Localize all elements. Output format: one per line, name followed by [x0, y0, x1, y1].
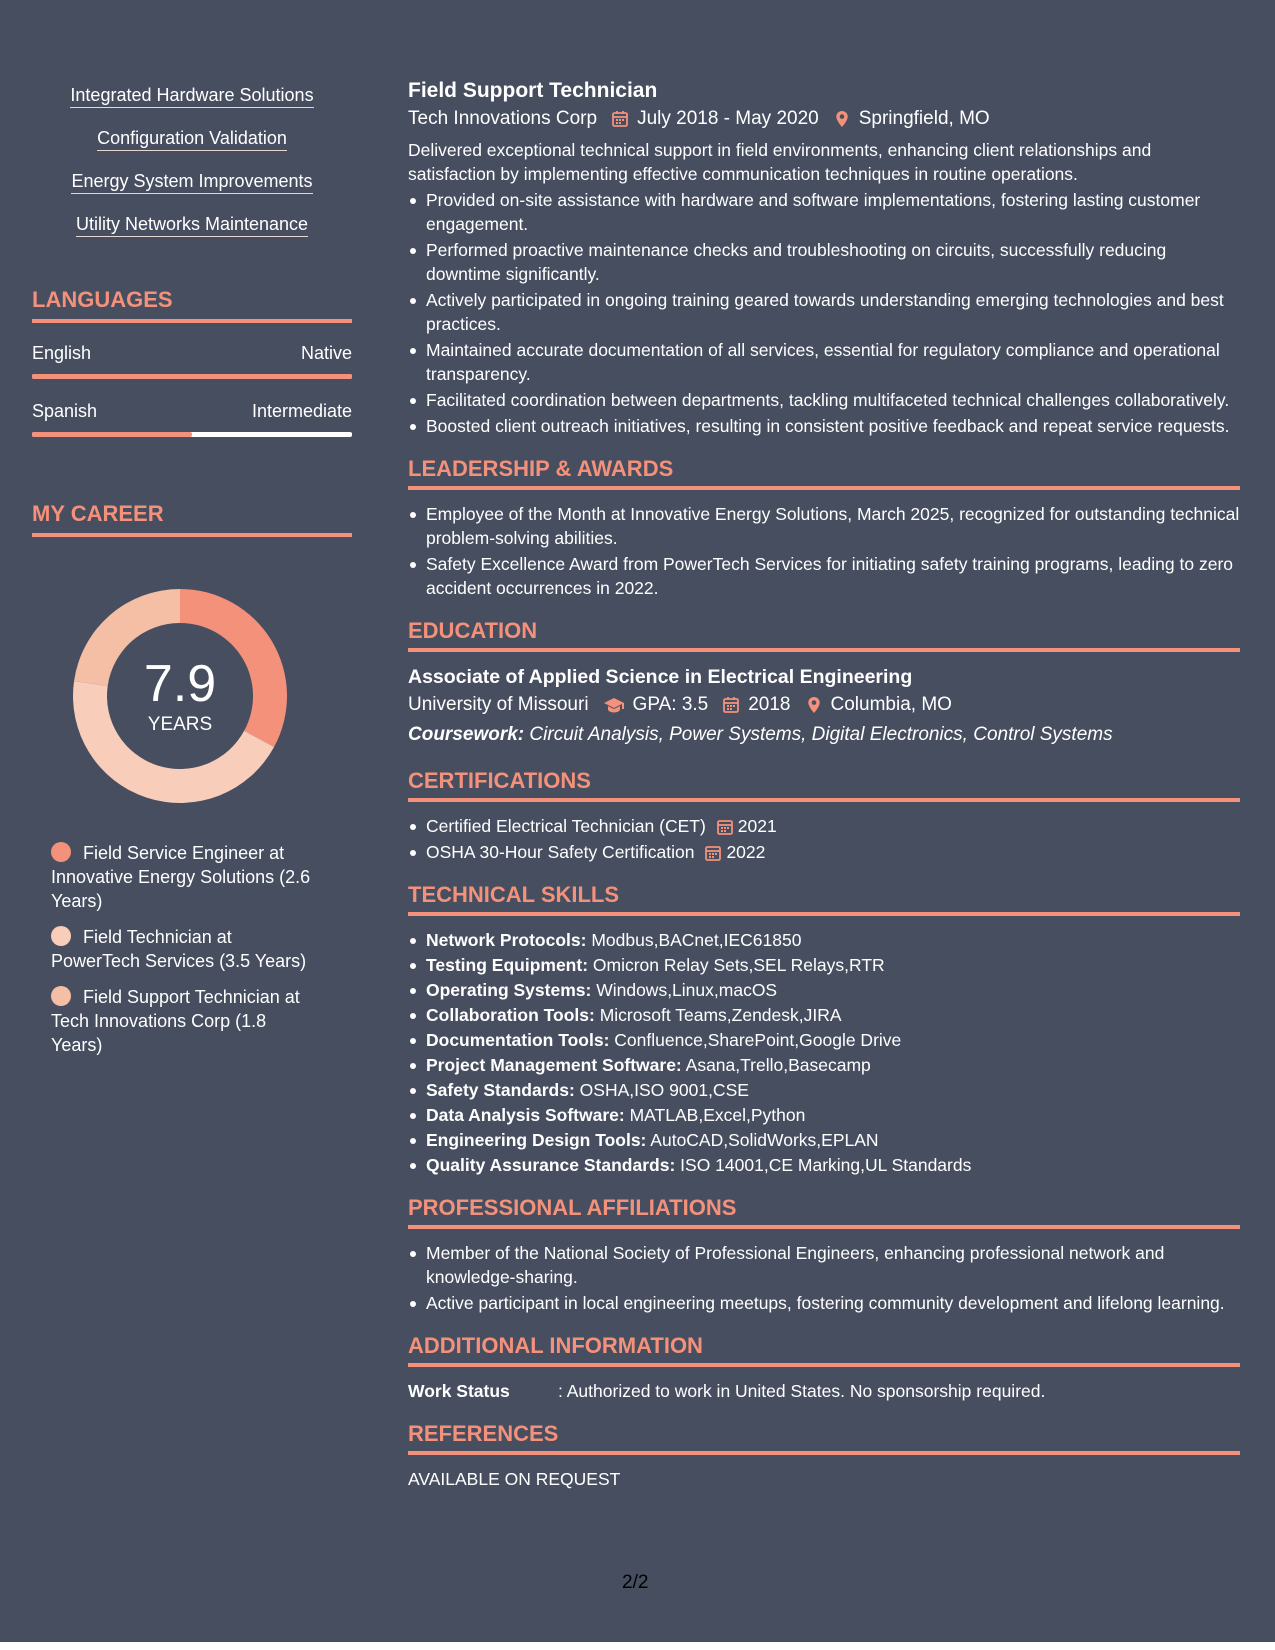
certification-name: Certified Electrical Technician (CET): [426, 816, 706, 836]
coursework-label: Coursework:: [408, 724, 525, 745]
skill-link[interactable]: Energy System Improvements: [71, 170, 312, 194]
education-meta: [408, 690, 1240, 720]
work-status-value: : Authorized to work in United States. No sponsorship required.: [558, 1381, 1046, 1401]
skill-category: Collaboration Tools:: [426, 1005, 595, 1025]
gpa: GPA: 3.5: [632, 694, 709, 715]
page-bottom-edge: [0, 1642, 1275, 1650]
career-total-unit: YEARS: [147, 714, 213, 735]
job-bullet: Provided on-site assistance with hardware and software implementations, fostering lasting customer engagement.: [408, 188, 1240, 236]
calendar-icon: [716, 816, 734, 836]
skill-values: OSHA,ISO 9001,CSE: [579, 1080, 749, 1100]
education-heading: EDUCATION: [408, 618, 1240, 652]
main-content: [408, 78, 1240, 1491]
leadership-item: Employee of the Month at Innovative Energy Solutions, March 2025, recognized for outstanding technical problem-solving abilities.: [408, 502, 1240, 550]
job-bullet: Performed proactive maintenance checks and troubleshooting on circuits, successfully reducing downtime significantly.: [408, 238, 1240, 286]
skill-values: Modbus,BACnet,IEC61850: [591, 930, 802, 950]
education-year: 2018: [748, 694, 791, 715]
skill-values: Confluence,SharePoint,Google Drive: [614, 1030, 902, 1050]
affiliation-item: Active participant in local engineering meetups, fostering community development and lifelong learning.: [408, 1291, 1240, 1315]
career-legend: [32, 841, 322, 1057]
technical-skill-item: [408, 1153, 1240, 1177]
career-legend-label: Field Support Technician at Tech Innovations Corp (1.8 Years): [51, 987, 300, 1055]
skill-category: Testing Equipment:: [426, 955, 589, 975]
skill-values: Omicron Relay Sets,SEL Relays,RTR: [592, 955, 885, 975]
job-bullet: Facilitated coordination between departments, tackling multifaceted technical challenges collaboratively.: [408, 388, 1240, 412]
references-text: AVAILABLE ON REQUEST: [408, 1469, 621, 1489]
career-legend-item: [51, 841, 322, 913]
calendar-icon: [704, 842, 722, 862]
company-name: Tech Innovations Corp: [408, 108, 598, 129]
affiliation-item: Member of the National Society of Professional Engineers, enhancing professional network and knowledge-sharing.: [408, 1241, 1240, 1289]
career-legend-label: Field Technician at PowerTech Services (3.5 Years): [51, 927, 307, 971]
technical-skill-item: [408, 1003, 1240, 1027]
location-pin-icon: [833, 104, 851, 134]
technical-skill-item: [408, 1053, 1240, 1077]
calendar-icon: [722, 690, 740, 720]
experience-entry: [408, 78, 1240, 438]
leadership-heading: LEADERSHIP & AWARDS: [408, 456, 1240, 490]
affiliations-heading: PROFESSIONAL AFFILIATIONS: [408, 1195, 1240, 1229]
language-proficiency-fill: [32, 374, 352, 379]
skill-category: Project Management Software:: [426, 1055, 682, 1075]
technical-skill-item: [408, 1128, 1240, 1152]
career-legend-item: [51, 985, 322, 1057]
skill-category: Data Analysis Software:: [426, 1105, 625, 1125]
technical-skill-item: [408, 1028, 1240, 1052]
skill-links: [32, 84, 352, 237]
school-name: University of Missouri: [408, 694, 589, 715]
certification-name: OSHA 30-Hour Safety Certification: [426, 842, 695, 862]
legend-dot-icon: [51, 926, 71, 946]
skill-link[interactable]: Configuration Validation: [97, 127, 287, 151]
calendar-icon: [611, 104, 629, 134]
skill-category: Operating Systems:: [426, 980, 592, 1000]
skill-link[interactable]: Utility Networks Maintenance: [76, 213, 308, 237]
certification-item: [408, 814, 1240, 838]
language-proficiency-fill: [32, 432, 192, 437]
language-name: Spanish: [32, 401, 98, 421]
skill-values: ISO 14001,CE Marking,UL Standards: [680, 1155, 972, 1175]
graduation-cap-icon: [603, 690, 625, 720]
job-bullet: Boosted client outreach initiatives, resulting in consistent positive feedback and repeat service requests.: [408, 414, 1240, 438]
additional-info-heading: ADDITIONAL INFORMATION: [408, 1333, 1240, 1367]
job-location: Springfield, MO: [858, 108, 990, 129]
education-location: Columbia, MO: [830, 694, 952, 715]
job-dates: July 2018 - May 2020: [637, 108, 819, 129]
job-meta: [408, 104, 1240, 134]
language-proficiency-bar: [32, 432, 352, 437]
career-legend-label: Field Service Engineer at Innovative Energy Solutions (2.6 Years): [51, 843, 311, 911]
skill-values: Microsoft Teams,Zendesk,JIRA: [599, 1005, 842, 1025]
certification-item: [408, 840, 1240, 864]
technical-skill-item: [408, 953, 1240, 977]
job-bullet: Maintained accurate documentation of all services, essential for regulatory compliance and operational transparency.: [408, 338, 1240, 386]
degree-title: Associate of Applied Science in Electrical Engineering: [408, 666, 913, 688]
certifications-list: [408, 814, 1240, 864]
career-heading: MY CAREER: [32, 501, 352, 537]
job-bullet: Actively participated in ongoing training geared towards understanding emerging technologies and best practices.: [408, 288, 1240, 336]
work-status-label: Work Status: [408, 1381, 510, 1401]
references-heading: REFERENCES: [408, 1421, 1240, 1455]
skill-values: AutoCAD,SolidWorks,EPLAN: [650, 1130, 879, 1150]
skill-values: Windows,Linux,macOS: [596, 980, 778, 1000]
skill-category: Quality Assurance Standards:: [426, 1155, 676, 1175]
affiliations-list: [408, 1241, 1240, 1315]
language-item: [32, 401, 352, 437]
technical-skill-item: [408, 1078, 1240, 1102]
location-pin-icon: [805, 690, 823, 720]
coursework: [408, 720, 1240, 750]
skill-values: MATLAB,Excel,Python: [629, 1105, 806, 1125]
legend-dot-icon: [51, 842, 71, 862]
languages-heading: LANGUAGES: [32, 287, 352, 323]
technical-skills-heading: TECHNICAL SKILLS: [408, 882, 1240, 916]
technical-skills-list: [408, 928, 1240, 1177]
legend-dot-icon: [51, 986, 71, 1006]
skill-values: Asana,Trello,Basecamp: [685, 1055, 871, 1075]
work-status-row: [408, 1379, 1240, 1403]
language-level: Native: [300, 343, 352, 363]
leadership-list: [408, 502, 1240, 600]
language-level: Intermediate: [251, 401, 352, 421]
certification-year: 2021: [737, 816, 777, 836]
language-proficiency-bar: [32, 374, 352, 379]
sidebar: [32, 84, 352, 1069]
technical-skill-item: [408, 928, 1240, 952]
career-donut-chart: [65, 581, 295, 811]
certification-year: 2022: [726, 842, 766, 862]
leadership-item: Safety Excellence Award from PowerTech Services for initiating safety training programs, leading to zero accident occurrences in 2022.: [408, 552, 1240, 600]
career-legend-item: [51, 925, 322, 973]
page-number: 2/2: [622, 1572, 649, 1593]
certifications-heading: CERTIFICATIONS: [408, 768, 1240, 802]
coursework-list: Circuit Analysis, Power Systems, Digital Electronics, Control Systems: [529, 724, 1113, 745]
language-item: [32, 343, 352, 379]
skill-link[interactable]: Integrated Hardware Solutions: [70, 84, 313, 108]
technical-skill-item: [408, 1103, 1240, 1127]
language-name: English: [32, 343, 92, 363]
skill-category: Documentation Tools:: [426, 1030, 610, 1050]
job-title: Field Support Technician: [408, 79, 658, 102]
technical-skill-item: [408, 978, 1240, 1002]
skill-category: Engineering Design Tools:: [426, 1130, 647, 1150]
skill-category: Safety Standards:: [426, 1080, 575, 1100]
job-bullets: [408, 188, 1240, 438]
skill-category: Network Protocols:: [426, 930, 587, 950]
career-total-years: 7.9: [143, 655, 217, 713]
job-description: Delivered exceptional technical support in field environments, enhancing client relationships and satisfaction by implementing effective communication techniques in routine operations.: [408, 140, 1152, 184]
